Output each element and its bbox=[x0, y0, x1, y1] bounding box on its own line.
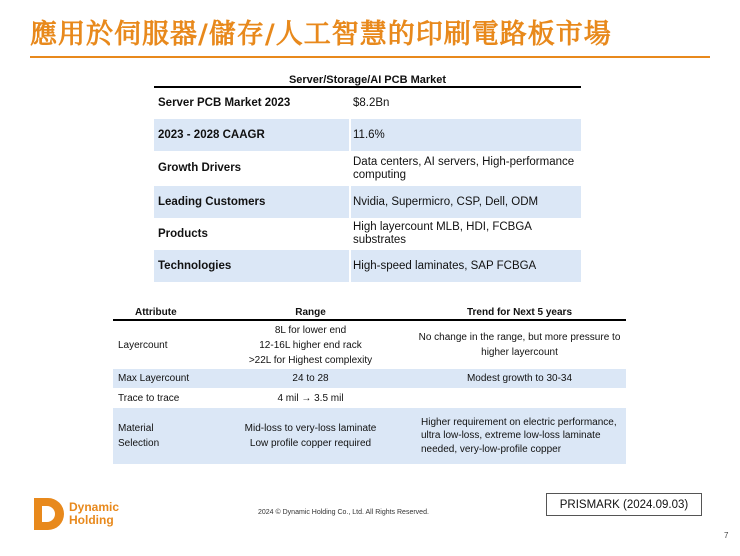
range-cell bbox=[208, 408, 413, 464]
row-label: Technologies bbox=[154, 250, 349, 282]
attribute-cell: Trace to trace bbox=[118, 392, 180, 404]
trend-cell: Modest growth to 30-34 bbox=[466, 373, 573, 384]
attribute-cell: Layercount bbox=[118, 339, 168, 351]
slide-title: 應用於伺服器/儲存/人工智慧的印刷電路板市場 bbox=[30, 19, 612, 50]
range-cell bbox=[208, 388, 413, 408]
range-line: Mid-loss to very-loss laminate bbox=[244, 423, 377, 434]
row-value: Data centers, AI servers, High-performance computing bbox=[353, 155, 575, 181]
title-divider bbox=[30, 56, 710, 58]
table-row bbox=[154, 88, 581, 119]
row-value: High layercount MLB, HDI, FCBGA substrates bbox=[353, 221, 532, 246]
header-range: Range bbox=[295, 307, 326, 318]
range-line: Low profile copper required bbox=[249, 438, 372, 449]
copyright-notice: 2024 © Dynamic Holding Co., Ltd. All Rights Reserved. bbox=[258, 509, 429, 516]
row-value: $8.2Bn bbox=[353, 97, 390, 109]
table-header bbox=[113, 306, 626, 321]
table-row bbox=[154, 119, 581, 151]
range-line: >22L for Highest complexity bbox=[248, 354, 373, 366]
row-label: Server PCB Market 2023 bbox=[158, 97, 291, 109]
trend-cell bbox=[413, 388, 626, 408]
pcb-attribute-table bbox=[113, 306, 626, 464]
row-label: Products bbox=[158, 227, 208, 240]
range-cell bbox=[208, 321, 413, 369]
trend-cell: No change in the range, but more pressure to higher layercount bbox=[418, 332, 621, 358]
logo-line-2: Holding bbox=[69, 513, 114, 527]
table-row bbox=[113, 388, 626, 408]
range-cell bbox=[208, 369, 413, 388]
row-value: Nvidia, Supermicro, CSP, Dell, ODM bbox=[351, 186, 581, 218]
header-trend: Trend for Next 5 years bbox=[466, 307, 573, 318]
table-row bbox=[154, 218, 581, 250]
page-number: 7 bbox=[724, 531, 729, 540]
header-attribute: Attribute bbox=[135, 307, 177, 318]
range-line: 8L for lower end bbox=[274, 324, 347, 336]
table-row bbox=[154, 250, 581, 282]
company-logo bbox=[34, 498, 119, 530]
trend-cell: Higher requirement on electric performance, ultra low-loss, extreme low-loss laminate needed, very-low-profile copper bbox=[421, 416, 617, 455]
source-citation: PRISMARK (2024.09.03) bbox=[546, 493, 702, 516]
dynamic-holding-logo-icon bbox=[34, 498, 64, 530]
row-value: High-speed laminates, SAP FCBGA bbox=[351, 250, 581, 282]
table-row bbox=[113, 369, 626, 388]
attribute-cell: Material Selection bbox=[118, 423, 160, 449]
table-row bbox=[113, 408, 626, 464]
range-line: 12-16L higher end rack bbox=[259, 339, 362, 351]
logo-line-1: Dynamic bbox=[69, 500, 120, 514]
attribute-cell: Max Layercount bbox=[118, 373, 190, 384]
market-table-caption: Server/Storage/AI PCB Market bbox=[154, 73, 581, 88]
row-value: 11.6% bbox=[351, 119, 581, 151]
table-row bbox=[154, 151, 581, 186]
range-line: 4 mil → 3.5 mil bbox=[277, 392, 344, 404]
row-label: 2023 - 2028 CAAGR bbox=[154, 119, 349, 151]
table-row bbox=[113, 321, 626, 369]
range-line: 24 to 28 bbox=[292, 373, 329, 384]
row-label: Growth Drivers bbox=[158, 162, 242, 174]
row-label: Leading Customers bbox=[154, 186, 349, 218]
market-summary-table bbox=[154, 73, 581, 282]
table-row bbox=[154, 186, 581, 218]
logo-wordmark bbox=[69, 501, 119, 527]
